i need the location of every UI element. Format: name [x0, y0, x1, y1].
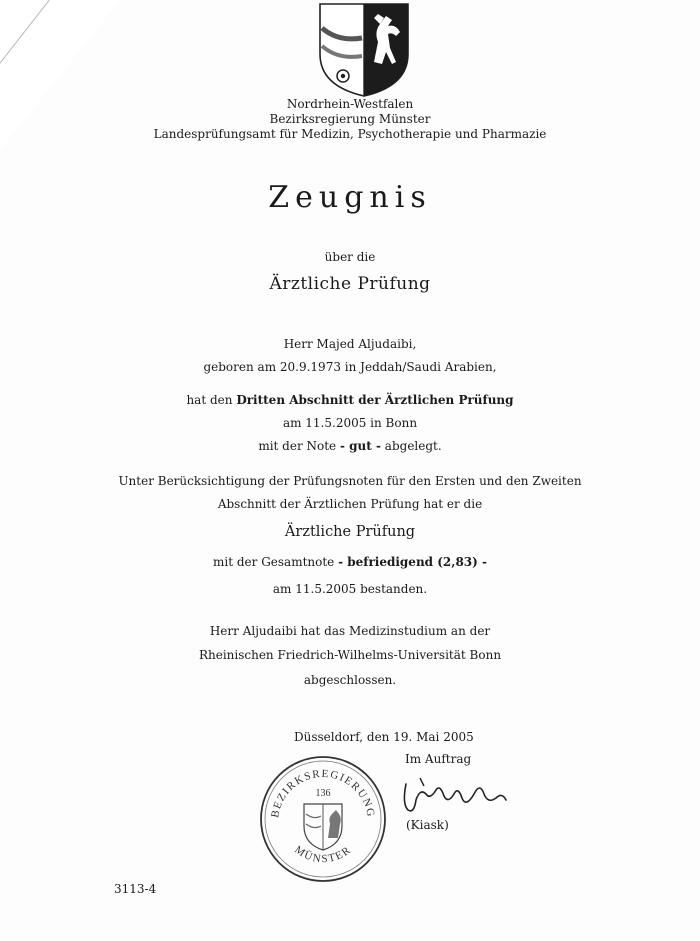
- consideration-line-1: Unter Berücksichtigung der Prüfungsnoten für den Ersten und den Zweiten: [118, 474, 582, 488]
- exam-date-place: am 11.5.2005 in Bonn: [282, 416, 418, 430]
- official-seal-icon: [258, 754, 388, 884]
- over-line: über die: [324, 250, 376, 264]
- section-name: Dritten Abschnitt der Ärztlichen Prüfung: [236, 393, 514, 407]
- place-date: Düsseldorf, den 19. Mai 2005: [294, 730, 474, 744]
- study-line-3: abgeschlossen.: [303, 673, 397, 687]
- grade-line: mit der Note - gut - abgelegt.: [258, 439, 442, 453]
- birth-line: geboren am 20.9.1973 in Jeddah/Saudi Arabien,: [203, 360, 497, 374]
- study-line-1: Herr Aljudaibi hat das Medizinstudium an der: [209, 624, 491, 638]
- authority-line-district: Bezirksregierung Münster: [269, 112, 431, 126]
- consideration-line-2: Abschnitt der Ärztlichen Prüfung hat er die: [217, 497, 483, 511]
- candidate-name: Herr Majed Aljudaibi,: [283, 337, 417, 351]
- section-line: hat den Dritten Abschnitt der Ärztlichen Prüfung: [186, 393, 514, 407]
- exam-name-heading: Ärztliche Prüfung: [269, 274, 431, 294]
- exam-name-repeat: Ärztliche Prüfung: [284, 524, 416, 540]
- seal-text-top: BEZIRKSREGIERUNG: [269, 767, 377, 819]
- authority-line-state: Nordrhein-Westfalen: [286, 97, 414, 111]
- grade-value: - gut -: [339, 439, 381, 453]
- seal-text-bottom: MÜNSTER: [292, 843, 354, 866]
- seal-number: 136: [315, 788, 331, 799]
- passed-line: am 11.5.2005 bestanden.: [272, 582, 428, 596]
- handwritten-signature: [400, 774, 510, 820]
- on-behalf-label: Im Auftrag: [405, 752, 472, 766]
- nrw-coat-of-arms-icon: [316, 2, 412, 98]
- study-line-2: Rheinischen Friedrich-Wilhelms-Universität Bonn: [198, 648, 502, 662]
- certificate-title: Zeugnis: [268, 180, 432, 215]
- total-grade-value: - befriedigend (2,83) -: [338, 555, 487, 569]
- total-grade-line: mit der Gesamtnote - befriedigend (2,83) -: [213, 555, 487, 569]
- document-number: 3113-4: [114, 882, 157, 896]
- signer-name: (Kiask): [406, 818, 449, 832]
- authority-line-office: Landesprüfungsamt für Medizin, Psychotherapie und Pharmazie: [153, 127, 547, 141]
